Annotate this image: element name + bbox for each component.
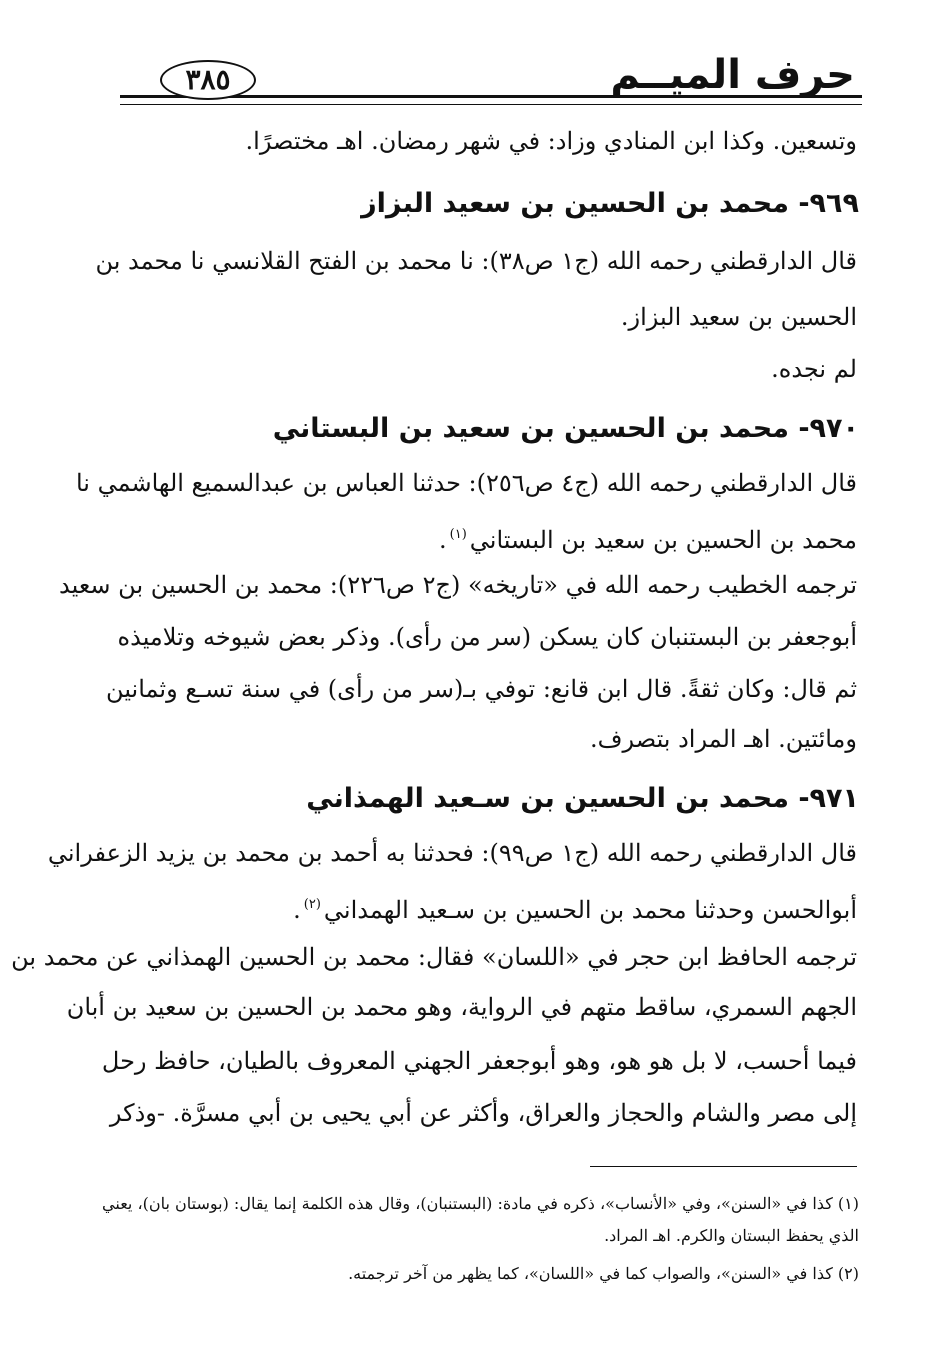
chapter-title: حرف الميــم (610, 52, 855, 98)
entry-heading-970: ٩٧٠- محمد بن الحسين بن سعيد بن البستاني (272, 413, 859, 444)
text-line: أبوالحسن وحدثنا محمد بن الحسين بن سـعيد الهمداني$^{(٢)}$. (293, 896, 857, 924)
text-line: قال الدارقطني رحمه الله (ج٤ ص٢٥٦): حدثنا العباس بن عبدالسميع الهاشمي نا (75, 469, 857, 497)
text-line: وتسعين. وكذا ابن المنادي وزاد: في شهر رمضان. اهـ مختصرًا. (245, 127, 857, 155)
footnote-ref-1: (١) (449, 527, 467, 542)
footnote-ref-2: (٢) (303, 897, 321, 912)
footnote-1-cont: الذي يحفظ البستان والكرم. اهـ المراد. (604, 1226, 859, 1245)
text-line: الجهم السمري، ساقط متهم في الرواية، وهو محمد بن الحسين بن سعيد بن أبان (66, 993, 857, 1021)
page-number: ٣٨٥ (160, 60, 256, 100)
text-line-content: أبوالحسن وحدثنا محمد بن الحسين بن سـعيد الهمداني (323, 896, 857, 924)
text-line: ترجمه الحافظ ابن حجر في «اللسان» فقال: محمد بن الحسين الهمذاني عن محمد بن (11, 943, 857, 971)
text-line: ومائتين. اهـ المراد بتصرف. (590, 725, 857, 753)
text-line: محمد بن الحسين بن سعيد بن البستاني$^{(١)}$. (438, 526, 857, 554)
text-line: الحسين بن سعيد البزاز. (620, 303, 857, 331)
footnote-1: (١) كذا في «السنن»، وفي «الأنساب»، ذكره في مادة: (البستنبان)، وقال هذه الكلمة إنما يقال: (بوستان بان)، يعني (102, 1194, 859, 1213)
entry-heading-971: ٩٧١- محمد بن الحسين بن سـعيد الهمذاني (306, 783, 859, 814)
text-line: ثم قال: وكان ثقةً. قال ابن قانع: توفي بـ(سر من رأى) في سنة تسـع وثمانين (106, 675, 857, 703)
text-line: فيما أحسب، لا بل هو هو، وهو أبوجعفر الجهني المعروف بالطيان، حافظ رحل (101, 1047, 857, 1075)
text-line-content: محمد بن الحسين بن سعيد بن البستاني (469, 526, 857, 554)
footnote-2: (٢) كذا في «السنن»، والصواب كما في «اللسان»، كما يظهر من آخر ترجمته. (348, 1264, 859, 1283)
text-line: أبوجعفر بن البستنبان كان يسكن (سر من رأى). وذكر بعض شيوخه وتلاميذه (117, 623, 857, 651)
entry-heading-969: ٩٦٩- محمد بن الحسين بن سعيد البزاز (361, 188, 859, 219)
text-line: إلى مصر والشام والحجاز والعراق، وأكثر عن أبي يحيى بن أبي مسرَّة. -وذكر (109, 1099, 857, 1127)
text-line: لم نجده. (771, 355, 857, 383)
text-line: قال الدارقطني رحمه الله (ج١ ص٩٩): فحدثنا به أحمد بن محمد بن يزيد الزعفراني (47, 839, 857, 867)
text-line: قال الدارقطني رحمه الله (ج١ ص٣٨): نا محمد بن الفتح القلانسي نا محمد بن (95, 247, 857, 275)
footnote-separator (590, 1166, 857, 1167)
text-line: ترجمه الخطيب رحمه الله في «تاريخه» (ج٢ ص٢٢٦): محمد بن الحسين بن سعيد (59, 571, 857, 599)
